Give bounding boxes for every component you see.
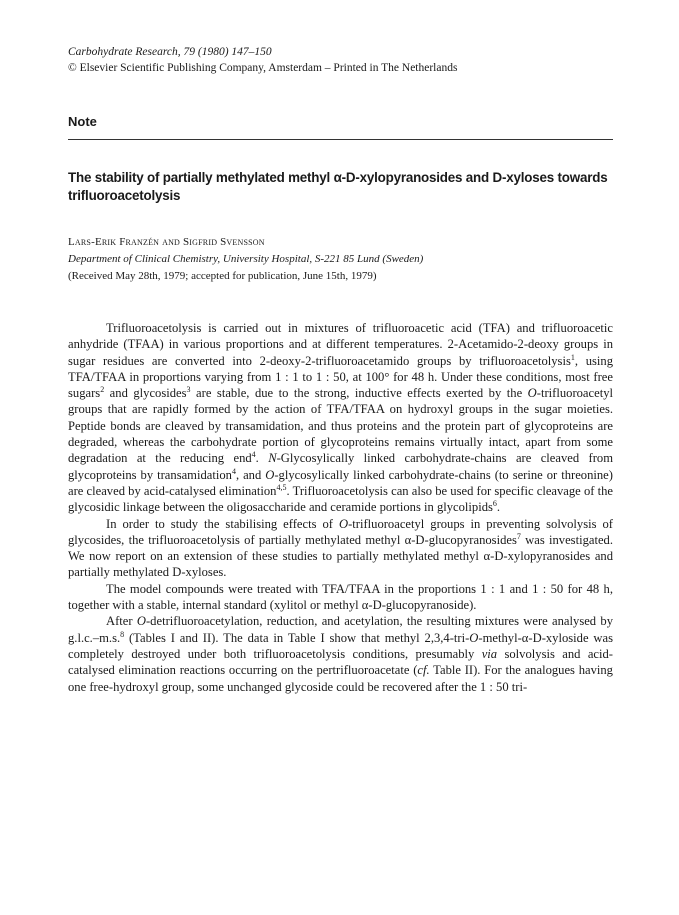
author-affiliation: Department of Clinical Chemistry, University Hospital, S-221 85 Lund (Sweden) (68, 253, 424, 265)
section-label: Note (68, 114, 97, 129)
citation-ref: 4,5 (276, 482, 287, 492)
citation-ref: 8 (120, 629, 125, 639)
publisher-line: © Elsevier Scientific Publishing Company, Amsterdam – Printed in The Netherlands (68, 62, 458, 74)
citation-ref: 2 (100, 385, 105, 394)
citation-ref: 1 (570, 352, 575, 362)
citation-ref: 4 (251, 450, 256, 460)
author-names: Lars-Erik Franzén and Sigfrid Svensson (68, 236, 265, 248)
citation-ref: 4 (231, 466, 236, 476)
journal-citation: Carbohydrate Research, 79 (1980) 147–150 (68, 46, 272, 58)
article-body (68, 320, 613, 695)
paragraph-4: After O-detrifluoroacetylation, reduction, and acetylation, the resulting mixtures were analysed by g.l.c.–m.s.$^8$ (Tables I and II). The data in Table I show that methyl 2,3,4-tri-O-methyl-α-D-xyloside was completely destroyed under both trifluoroacetolysis conditions, presumably via solvolysis and acid-catalysed elimination reactions occurring on the pertrifluoroacetate (cf. Table II). For the analogues having one free-hydroxyl group, some unchanged glycoside could be recovered after the 1 : 50 tri- (68, 614, 613, 694)
citation-ref: 6 (492, 499, 497, 509)
paragraph-2: In order to study the stabilising effects of O-trifluoroacetyl groups in preventing solvolysis of glycosides, the trifluoroacetolysis of partially methylated methyl α-D-glucopyranosides$^7$ was investigated. We now report on an extension of these studies to partially methylated methyl α-D-xylopyranosides and partially methylated D-xyloses. (68, 516, 614, 580)
citation-ref: 7 (516, 531, 521, 541)
paragraph-1: Trifluoroacetolysis is carried out in mixtures of trifluoroacetic acid (TFA) and trifluoroacetic anhydride (TFAA) in various proportions and at different temperatures. 2-Acetamido-2-deoxy groups in sugar residues are converted into 2-deoxy-2-trifluoroacetamido groups by trifluoroacetolysis$^1$, using TFA/TFAA in proportions varying from 1 : 1 to 1 : 50, at 100° for 48 h. Under these conditions, most free sugars$^2$ and glycosides$^3$ are stable, due to the strong, inductive effects exerted by the O-trifluoroacetyl groups that are rapidly formed by the action of TFA/TFAA on hydroxyl groups in the sugar moieties. Peptide bonds are cleaved by transamidation, and thus proteins and the protein part of glycoproteins are degraded, whereas the carbohydrate portion of glycoproteins remains virtually intact, apart from some degradation at the reducing end$^4$. N-Glycosylically linked carbohydrate-chains are cleaved from glycoproteins by transamidation$^4$, and O-glycosylically linked carbohydrate-chains (to serine or threonine) are cleaved by acid-catalysed elimination$^{4,5}$. Trifluoroacetolysis can also be used for specific cleavage of the glycosidic linkage between the oligosaccharide and ceramide portions in glycolipids$^6$. (68, 321, 614, 515)
journal-header (68, 44, 628, 76)
citation-ref: 3 (186, 385, 191, 394)
author-block (68, 234, 423, 285)
paragraph-3: The model compounds were treated with TFA/TFAA in the proportions 1 : 1 and 1 : 50 for 48 h, together with a stable, internal standard (xylitol or methyl α-D-glucopyranoside). (68, 581, 613, 613)
article-title: The stability of partially methylated methyl α-D-xylopyranosides and D-xyloses towards trifluoroacetolysis (68, 170, 608, 203)
received-dates: (Received May 28th, 1979; accepted for publication, June 15th, 1979) (68, 270, 377, 282)
header-rule (68, 139, 613, 140)
